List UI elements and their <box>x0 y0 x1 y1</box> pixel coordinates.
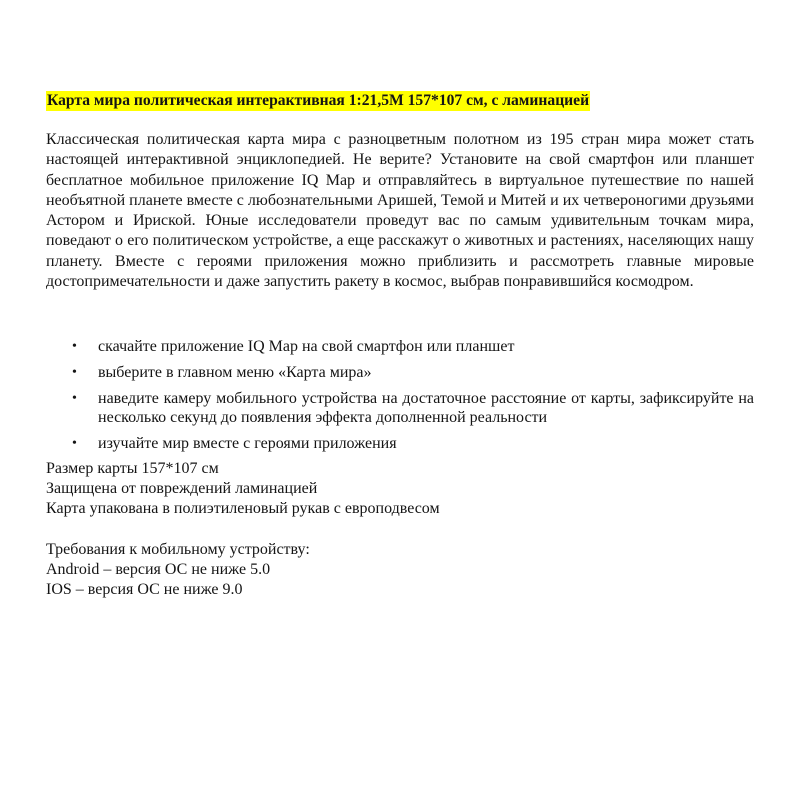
spacer <box>46 520 754 540</box>
bullet-icon: • <box>72 436 77 451</box>
list-item-text: изучайте мир вместе с героями приложения <box>98 435 397 452</box>
requirement-android: Android – версия ОС не ниже 5.0 <box>46 561 271 578</box>
instructions-list <box>46 337 754 460</box>
list-item-text: скачайте приложение IQ Map на свой смартфон или планшет <box>98 338 515 355</box>
requirements-heading: Требования к мобильному устройству: <box>46 540 310 558</box>
spec-packaging: Карта упакована в полиэтиленовый рукав с европодвесом <box>46 500 440 518</box>
product-title: Карта мира политическая интерактивная 1:21,5М 157*107 см, с ламинацией <box>47 92 590 109</box>
bullet-icon: • <box>72 339 77 354</box>
spec-size: Размер карты 157*107 см <box>46 460 219 477</box>
spec-protection: Защищена от повреждений ламинацией <box>46 480 318 498</box>
list-item <box>46 337 754 356</box>
list-item <box>46 389 754 427</box>
requirement-ios: IOS – версия ОС не ниже 9.0 <box>46 581 243 599</box>
list-item <box>46 363 754 382</box>
bullet-icon: • <box>72 391 77 406</box>
product-specs <box>46 459 754 600</box>
product-description: Классическая политическая карта мира с разноцветным полотном из 195 стран мира может стать настоящей интерактивной энциклопедией. Не верите? Установите на свой смартфон или планшет бесплатное мобильное приложение IQ Map и отправляйтесь в виртуальное путешествие по нашей необъятной планете вместе с любознательными Аришей, Темой и Митей и их четвероногими друзьями Астором и Ириской. Юные исследователи проведут вас по самым удивительным точкам мира, поведают о его политическом устройстве, а еще расскажут о животных и растениях, населяющих нашу планету. Вместе с героями приложения можно приблизить и рассмотреть главные мировые достопримечательности и даже запустить ракету в космос, выбрав понравившийся космодром. <box>46 131 754 291</box>
list-item <box>46 434 754 453</box>
list-item-text: наведите камеру мобильного устройства на достаточное расстояние от карты, зафиксируйте на несколько секунд до появления эффекта дополненной реальности <box>98 390 754 426</box>
bullet-icon: • <box>72 365 77 380</box>
list-item-text: выберите в главном меню «Карта мира» <box>98 364 372 381</box>
